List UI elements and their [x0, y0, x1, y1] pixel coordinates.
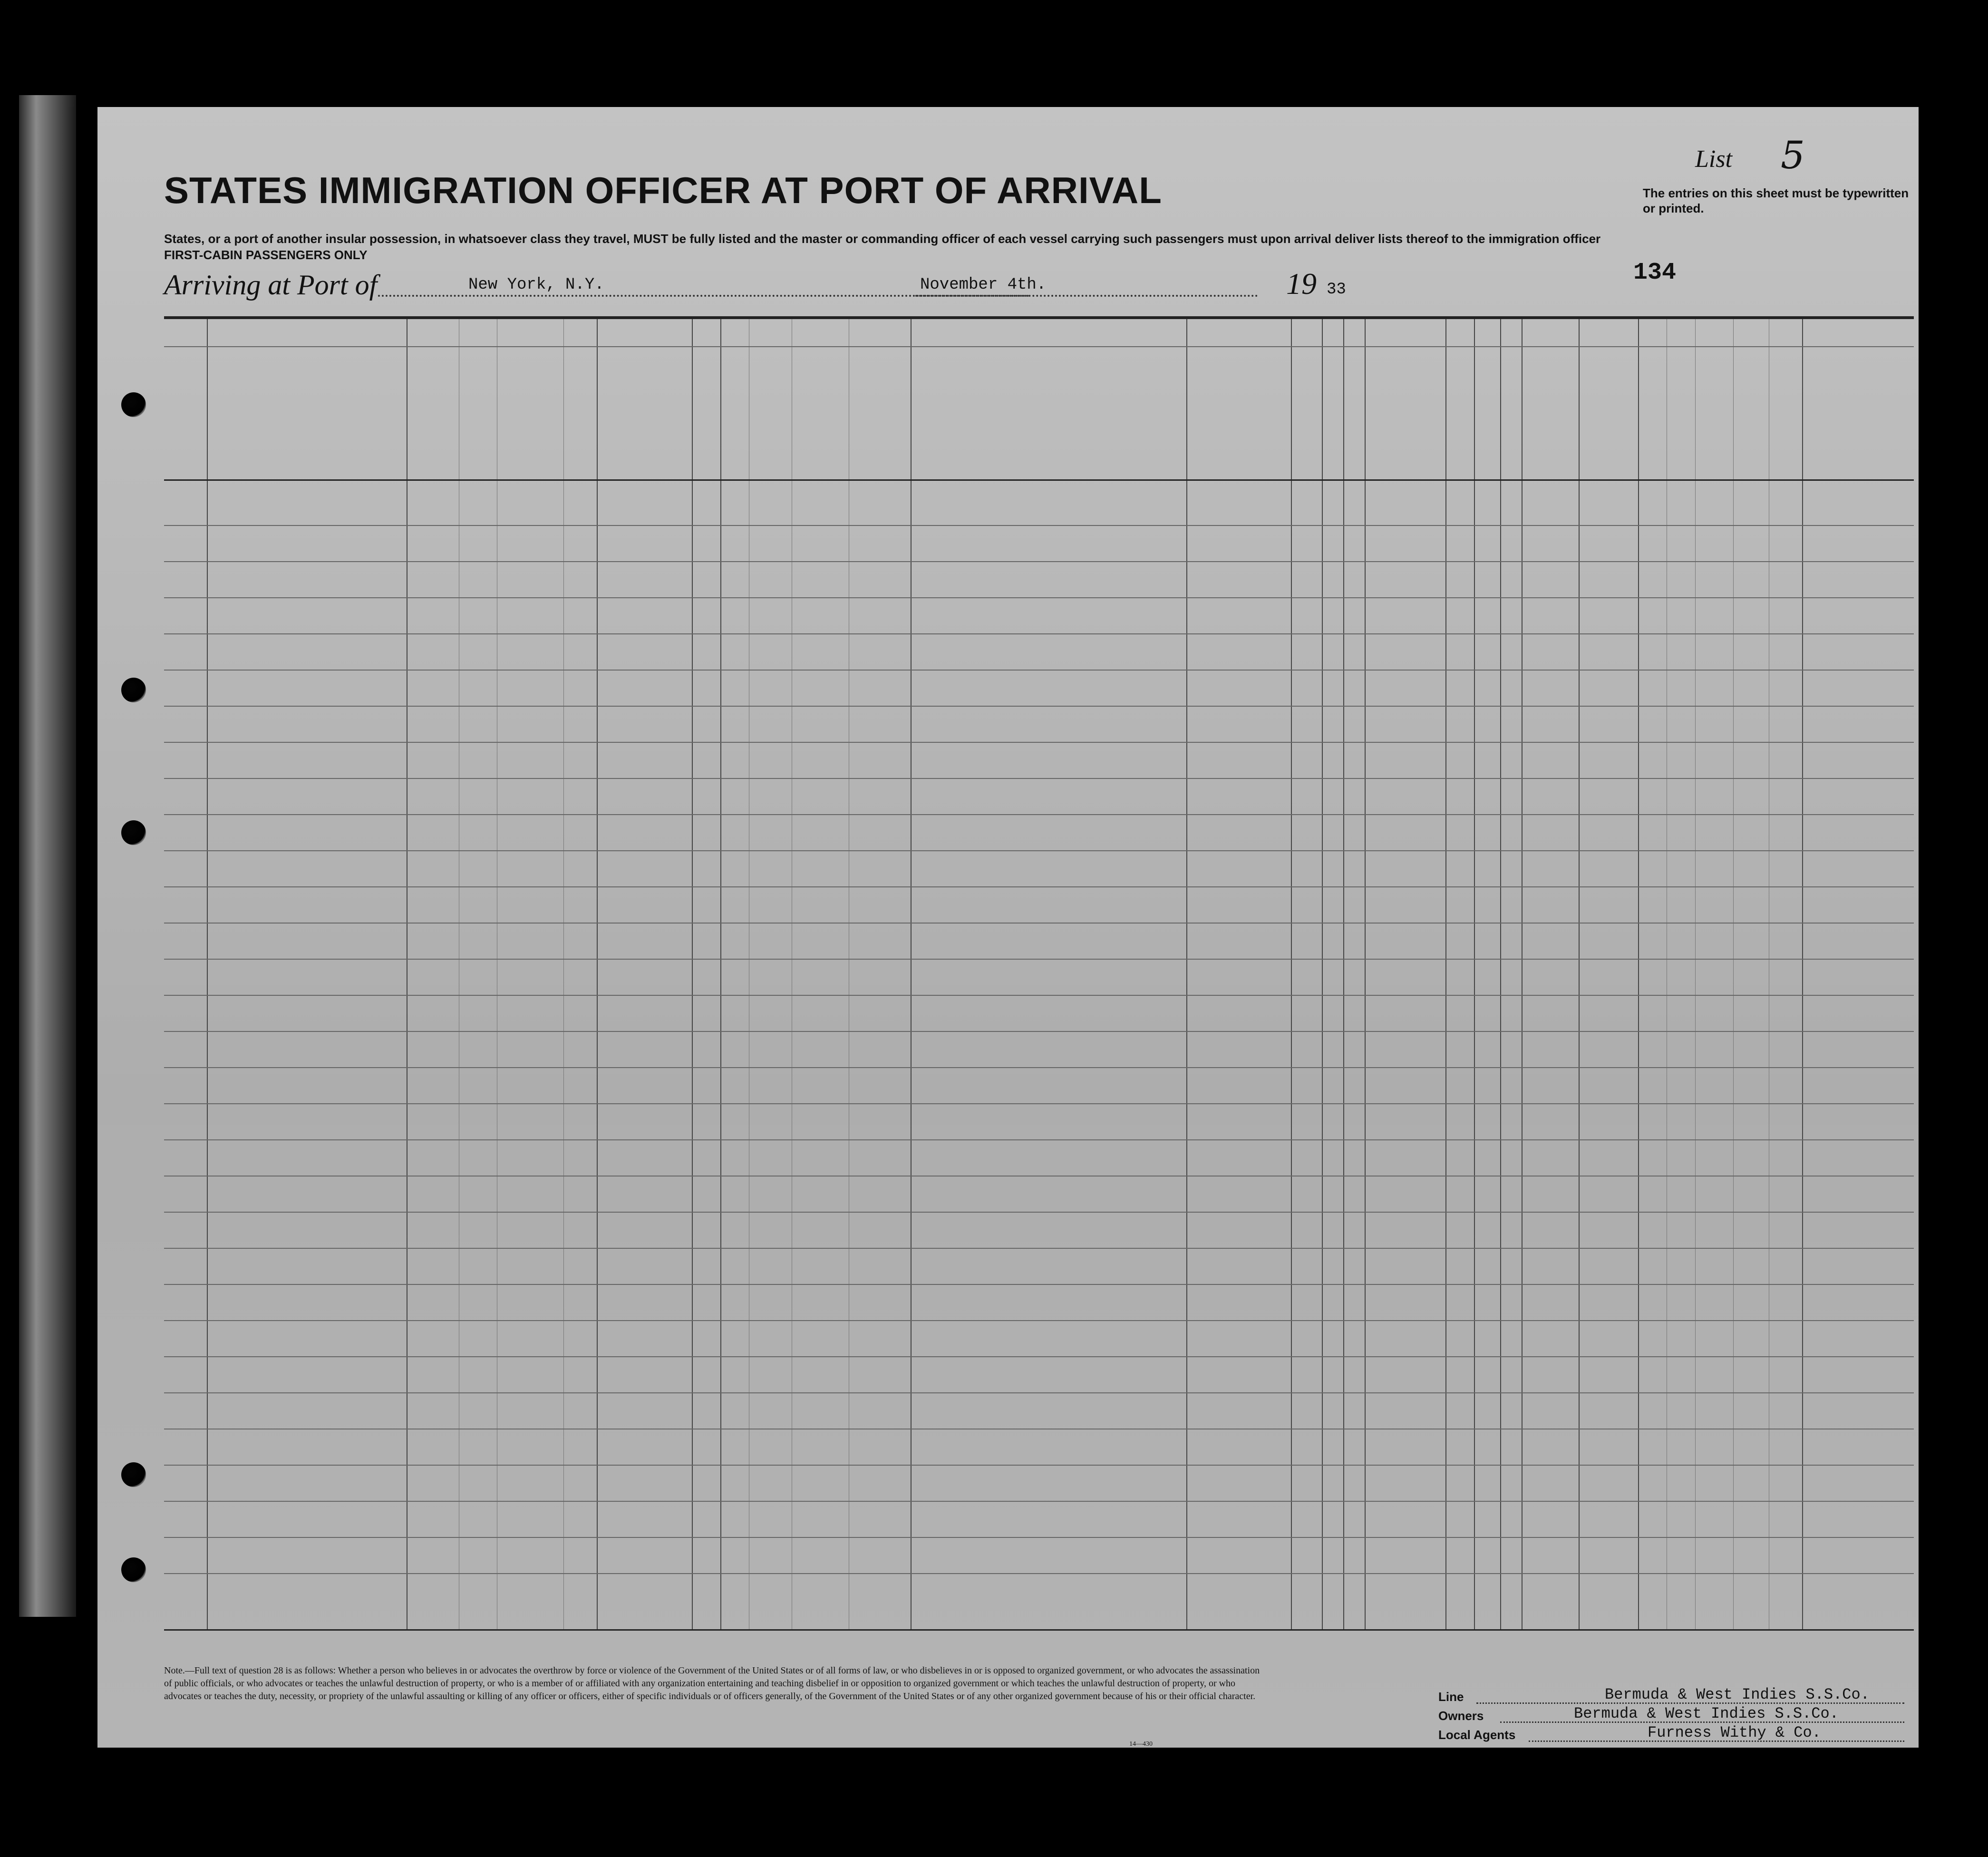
form-number: 14—430: [1129, 1740, 1153, 1748]
instructions-text: States, or a port of another insular possession, in whatsoever class they travel, MUST be fully listed and the master or commanding officer of each vessel carrying such passengers must upon arrival deliver lists thereof to the immigration officer: [164, 232, 1601, 246]
line-value: Bermuda & West Indies S.S.Co.: [1605, 1686, 1870, 1703]
row-line: [164, 1320, 1914, 1321]
column-divider: [911, 318, 912, 1630]
line-label: Line: [1438, 1690, 1464, 1704]
column-header: [1367, 360, 1444, 475]
column-divider: [720, 318, 721, 1630]
first-cabin-label: FIRST-CABIN PASSENGERS ONLY: [164, 248, 368, 262]
punch-hole: [121, 678, 146, 702]
column-divider: [1322, 318, 1323, 1630]
date-value: November 4th.: [920, 276, 1047, 294]
column-header: [1771, 360, 1800, 475]
column-divider: [692, 318, 693, 1630]
list-label: List: [1695, 146, 1733, 173]
row-line: [164, 633, 1914, 634]
punch-hole: [121, 392, 146, 417]
row-line: [164, 1356, 1914, 1357]
punch-hole: [121, 820, 146, 845]
row-line: [164, 923, 1914, 924]
row-line: [164, 1537, 1914, 1538]
list-number: 5: [1781, 133, 1805, 177]
page-number: 134: [1633, 259, 1677, 286]
manifest-table: [164, 316, 1914, 1630]
header-top-line: [164, 318, 1914, 319]
column-header: [912, 360, 1184, 475]
arriving-label: Arriving at Port of: [164, 269, 378, 301]
column-header-group: [1735, 356, 1800, 375]
column-header-group: [751, 356, 908, 384]
column-header: [1697, 360, 1731, 475]
table-bottom-line: [164, 1629, 1914, 1631]
row-line: [164, 1392, 1914, 1393]
column-header: [1643, 356, 1662, 470]
column-header: [851, 384, 909, 498]
header-bottom-line: [164, 479, 1914, 481]
column-header: [1735, 360, 1767, 475]
row-line: [164, 1573, 1914, 1574]
row-line: [164, 778, 1914, 779]
instructions: [164, 231, 1733, 263]
column-divider: [1733, 318, 1734, 1630]
question-28-note: Note.—Full text of question 28 is as follows: Whether a person who believes in or advocates the overthrow by force or violence of the Government of the United States or of all forms of law, or who disbelieves in or is opposed to organized government, or who advocates the assassination of public officials, or who advocates or teaches the unlawful destruction of property, or who is a member of or affiliated with any organization entertaining and teaching disbelief in or opposition to organized government or which teaches the unlawful destruction of property, or who advocates or teaches the duty, necessity, or propriety of the unlawful assaulting or killing of any officer or officers, either of specific individuals or of officers generally, of the Government of the United States or of any other organized government because of his or their official character.: [164, 1665, 1260, 1701]
row-line: [164, 742, 1914, 743]
column-divider: [1522, 318, 1523, 1630]
column-header: [461, 384, 495, 498]
column-header: [599, 360, 690, 475]
owners-label: Owners: [1438, 1709, 1484, 1723]
column-divider: [563, 318, 564, 1630]
row-line: [164, 1501, 1914, 1502]
column-header: [1505, 356, 1517, 470]
row-line: [164, 814, 1914, 815]
column-header: [1523, 360, 1577, 475]
row-line: [164, 886, 1914, 887]
column-divider: [207, 318, 208, 1630]
row-line: [164, 525, 1914, 526]
row-line: [164, 1067, 1914, 1068]
column-header: [1804, 360, 1912, 475]
row-line: [164, 670, 1914, 671]
column-header: [1450, 356, 1469, 470]
column-header: [499, 384, 562, 498]
punch-hole: [121, 1557, 146, 1582]
row-line: [164, 597, 1914, 598]
column-header: [1296, 356, 1317, 470]
column-divider: [1474, 318, 1475, 1630]
column-divider: [1500, 318, 1501, 1630]
column-divider: [597, 318, 598, 1630]
column-divider: [1638, 318, 1639, 1630]
column-header: [751, 384, 790, 498]
owners-value: Bermuda & West Indies S.S.Co.: [1574, 1705, 1839, 1722]
column-divider: [1445, 318, 1446, 1630]
column-header: [1188, 360, 1289, 475]
column-header: [1327, 356, 1338, 470]
column-divider: [1579, 318, 1580, 1630]
typewritten-note: The entries on this sheet must be typewritten or printed.: [1643, 186, 1909, 215]
column-header: [722, 384, 747, 498]
column-header: [1348, 356, 1360, 470]
row-line: [164, 1139, 1914, 1140]
punch-hole: [121, 1462, 146, 1487]
row-line: [164, 850, 1914, 851]
row-line: [164, 1248, 1914, 1249]
column-header-group: [408, 356, 595, 379]
column-divider: [1365, 318, 1366, 1630]
column-divider: [1291, 318, 1292, 1630]
agents-label: Local Agents: [1438, 1728, 1516, 1742]
column-divider: [1186, 318, 1187, 1630]
row-line: [164, 1103, 1914, 1104]
column-header: [1671, 356, 1690, 470]
column-header: [694, 360, 718, 475]
header-number-line: [164, 346, 1914, 347]
row-line: [164, 561, 1914, 562]
agents-value: Furness Withy & Co.: [1648, 1724, 1821, 1741]
column-divider: [1802, 318, 1803, 1630]
page-title: STATES IMMIGRATION OFFICER AT PORT OF ARRIVAL: [164, 169, 1162, 211]
year-prefix: 19: [1286, 267, 1317, 301]
column-header: [794, 384, 847, 498]
row-line: [164, 995, 1914, 996]
row-line: [164, 706, 1914, 707]
row-line: [164, 1212, 1914, 1213]
year-suffix: 33: [1327, 281, 1346, 299]
row-line: [164, 959, 1914, 960]
row-line: [164, 1031, 1914, 1032]
column-divider: [1695, 318, 1696, 1630]
column-header: [166, 360, 205, 475]
date-dotted-line: [915, 295, 1258, 297]
column-header: [1479, 356, 1495, 470]
port-value: New York, N.Y.: [468, 276, 604, 294]
ledger-binding: [19, 95, 76, 1617]
column-header: [408, 384, 457, 498]
manifest-sheet: [97, 107, 1919, 1748]
column-divider: [1343, 318, 1344, 1630]
column-header: [1581, 360, 1636, 475]
row-line: [164, 1465, 1914, 1466]
row-line: [164, 1284, 1914, 1285]
